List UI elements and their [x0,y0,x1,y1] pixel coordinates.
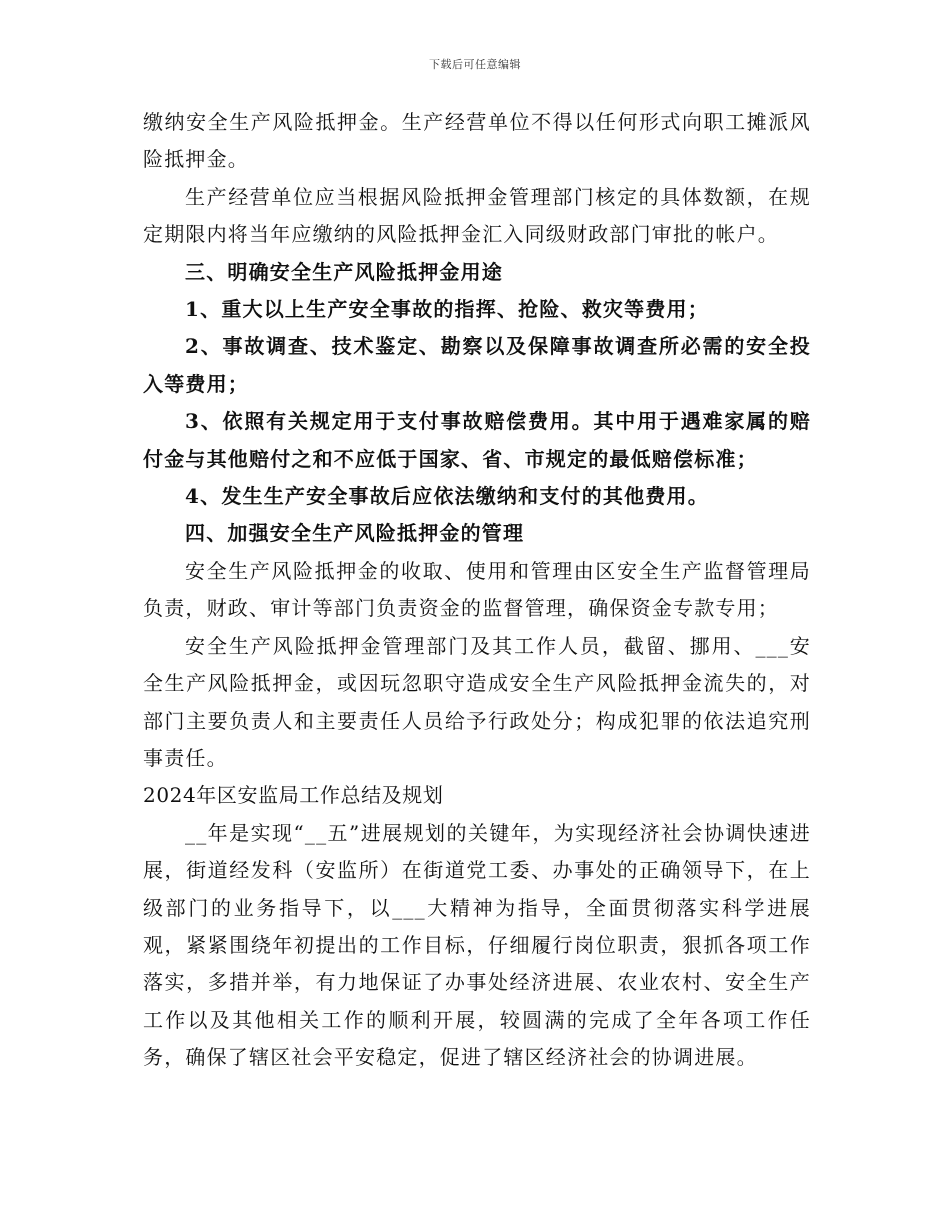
paragraph: 缴纳安全生产风险抵押金。生产经营单位不得以任何形式向职工摊派风险抵押金。 [143,110,811,172]
list-item: 4、发生生产安全事故后应依法缴纳和支付的其他费用。 [185,484,709,509]
document-body [143,104,811,1077]
document-title: 2024年区安监局工作总结及规划 [143,783,444,808]
list-item: 1、重大以上生产安全事故的指挥、抢险、救灾等费用； [185,297,709,322]
paragraph: 安全生产风险抵押金管理部门及其工作人员，截留、挪用、___安全生产风险抵押金，或因玩忽职守造成安全生产风险抵押金流失的，对部门主要负责人和主要责任人员给予行政处分；构成犯罪的依法追究刑事责任。 [143,633,811,770]
section-heading: 四、加强安全生产风险抵押金的管理 [185,521,525,546]
page-header-note: 下载后可任意编辑 [429,58,521,71]
list-item: 3、依照有关规定用于支付事故赔偿费用。其中用于遇难家属的赔付金与其他赔付之和不应低于国家、省、市规定的最低赔偿标准； [143,409,811,471]
list-item: 2、事故调查、技术鉴定、勘察以及保障事故调查所必需的安全投入等费用； [143,334,811,396]
section-heading: 三、明确安全生产风险抵押金用途 [185,259,503,284]
paragraph: __年是实现“__五”进展规划的关键年，为实现经济社会协调快速进展，街道经发科（安监所）在街道党工委、办事处的正确领导下，在上级部门的业务指导下，以___大精神为指导，全面贯彻落实科学进展观，紧紧围绕年初提出的工作目标，仔细履行岗位职责，狠抓各项工作落实，多措并举，有力地保证了办事处经济进展、农业农村、安全生产工作以及其他相关工作的顺利开展，较圆满的完成了全年各项工作任务，确保了辖区社会平安稳定，促进了辖区经济社会的协调进展。 [143,820,811,1070]
paragraph: 安全生产风险抵押金的收取、使用和管理由区安全生产监督管理局负责，财政、审计等部门负责资金的监督管理，确保资金专款专用； [143,558,811,621]
paragraph: 生产经营单位应当根据风险抵押金管理部门核定的具体数额，在规定期限内将当年应缴纳的风险抵押金汇入同级财政部门审批的帐户。 [143,184,811,247]
